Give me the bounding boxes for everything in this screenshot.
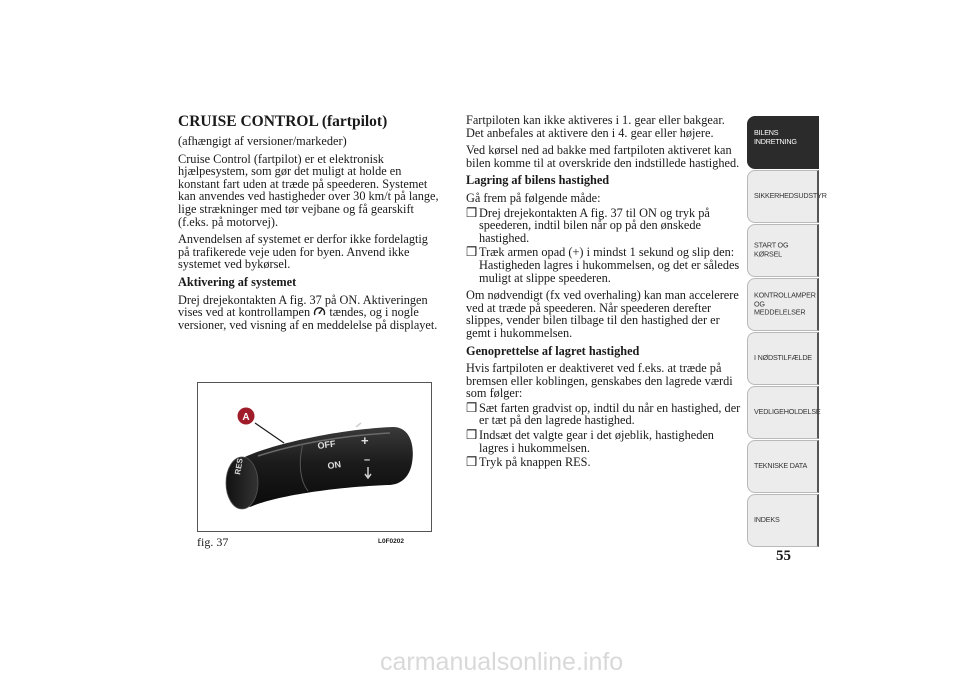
- checkbox-bullet-icon: ❒: [466, 455, 478, 470]
- tab-tekniske-data[interactable]: TEKNISKE DATA: [747, 440, 819, 493]
- tab-vedligeholdelse[interactable]: VEDLIGEHOLDELSE: [747, 386, 819, 439]
- section-subtitle: (afhængigt af versioner/markeder): [178, 134, 347, 148]
- figure-37-cruise-lever: [197, 382, 432, 532]
- checkbox-bullet-icon: ❒: [466, 428, 478, 443]
- bullet-item: ❒ Tryk på knappen RES.: [466, 455, 591, 470]
- tab-start-og-korsel[interactable]: START OG KØRSEL: [747, 224, 819, 277]
- tab-kontrollamper[interactable]: KONTROLLAMPER OG MEDDELELSER: [747, 278, 819, 331]
- subheading: Lagring af bilens hastighed: [466, 173, 610, 188]
- tab-i-nodstilfaelde[interactable]: I NØDSTILFÆLDE: [747, 332, 819, 385]
- subheading: Aktivering af systemet: [178, 274, 297, 289]
- figure-code: L0F0202: [378, 538, 405, 545]
- tab-indeks[interactable]: INDEKS: [747, 494, 819, 547]
- bullet-item: ❒ Drej drejekontakten A fig. 37 til ON og tryk på speederen, indtil bilen når op på den ønskede hastighed.: [466, 205, 710, 245]
- checkbox-bullet-icon: ❒: [466, 205, 478, 220]
- paragraph: Hvis fartpiloten er deaktiveret ved f.eks. at træde på bremsen eller koblingen, genskabes den lagrede værdi som følger:: [466, 361, 733, 401]
- checkbox-bullet-icon: ❒: [466, 245, 478, 260]
- off-label: OFF: [316, 438, 337, 451]
- bullet-item: ❒ Sæt farten gradvist op, indtil du når en hastighed, der er tæt på den lagrede hastighed.: [466, 400, 741, 428]
- on-label: ON: [326, 459, 342, 471]
- cruise-lever-illustration: [198, 383, 431, 531]
- watermark: carmanualsonline.info: [380, 648, 624, 676]
- checkbox-bullet-icon: ❒: [466, 400, 478, 415]
- chapter-tabs: [747, 116, 827, 548]
- paragraph: Fartpiloten kan ikke aktiveres i 1. gear eller bakgear. Det anbefales at aktivere den i 4. gear eller højere.: [466, 113, 725, 140]
- bullet-item: ❒ Træk armen opad (+) i mindst 1 sekund og slip den: Hastigheden lagres i hukommelsen, og det er således muligt at slippe speederen.: [466, 245, 740, 285]
- paragraph: Om nødvendigt (fx ved overhaling) kan man accelerere ved at træde på speederen. Når speederen derefter slippes, vender bilen tilbage til den hastighed der er gemt i hukommelsen.: [466, 288, 739, 340]
- plus-label: +: [361, 433, 369, 448]
- paragraph: Ved kørsel ned ad bakke med fartpiloten aktiveret kan bilen komme til at overskride den indstillede hastighed.: [466, 143, 740, 170]
- callout-line: [255, 423, 284, 443]
- up-arrow-icon: [356, 423, 361, 427]
- right-column: [466, 114, 742, 471]
- tab-bilens-indretning[interactable]: BILENS INDRETNING: [747, 116, 819, 169]
- paragraph: Cruise Control (fartpilot) er et elektronisk hjælpesystem, som gør det muligt at holde en konstant fart uden at træde på speederen. Systemet kan anvendes ved hastigheder over 30 km/t på lange, lige strækninger med tør vejbane og få gearskift (f.eks. på motorvej).: [178, 151, 439, 229]
- paragraph-text: tændes, og i nogle versioner, ved visning af en meddelelse på displayet.: [178, 305, 438, 332]
- res-label: RES: [233, 457, 245, 476]
- paragraph: Anvendelsen af systemet er derfor ikke fordelagtig på trafikerede veje uden for byen. Anvend ikke systemet ved bykørsel.: [178, 232, 428, 272]
- tab-sikkerhedsudstyr[interactable]: SIKKERHEDSUDSTYR: [747, 170, 819, 223]
- left-column: [178, 114, 442, 336]
- cruise-control-icon: [313, 306, 326, 318]
- callout-label-a: A: [242, 412, 250, 423]
- bullet-item: ❒ Indsæt det valgte gear i det øjeblik, hastigheden lagres i hukommelsen.: [466, 428, 714, 455]
- section-title: CRUISE CONTROL (fartpilot): [178, 113, 388, 130]
- figure-caption: fig. 37: [197, 535, 229, 549]
- page-number: 55: [776, 548, 791, 564]
- paragraph: [178, 294, 442, 332]
- subheading: Genoprettelse af lagret hastighed: [466, 343, 640, 358]
- paragraph-text: Drej drejekontakten A fig. 37 på ON. Aktiveringen vises ved at kontrollampen: [178, 292, 428, 320]
- paragraph: Gå frem på følgende måde:: [466, 190, 601, 205]
- minus-label: –: [364, 454, 371, 466]
